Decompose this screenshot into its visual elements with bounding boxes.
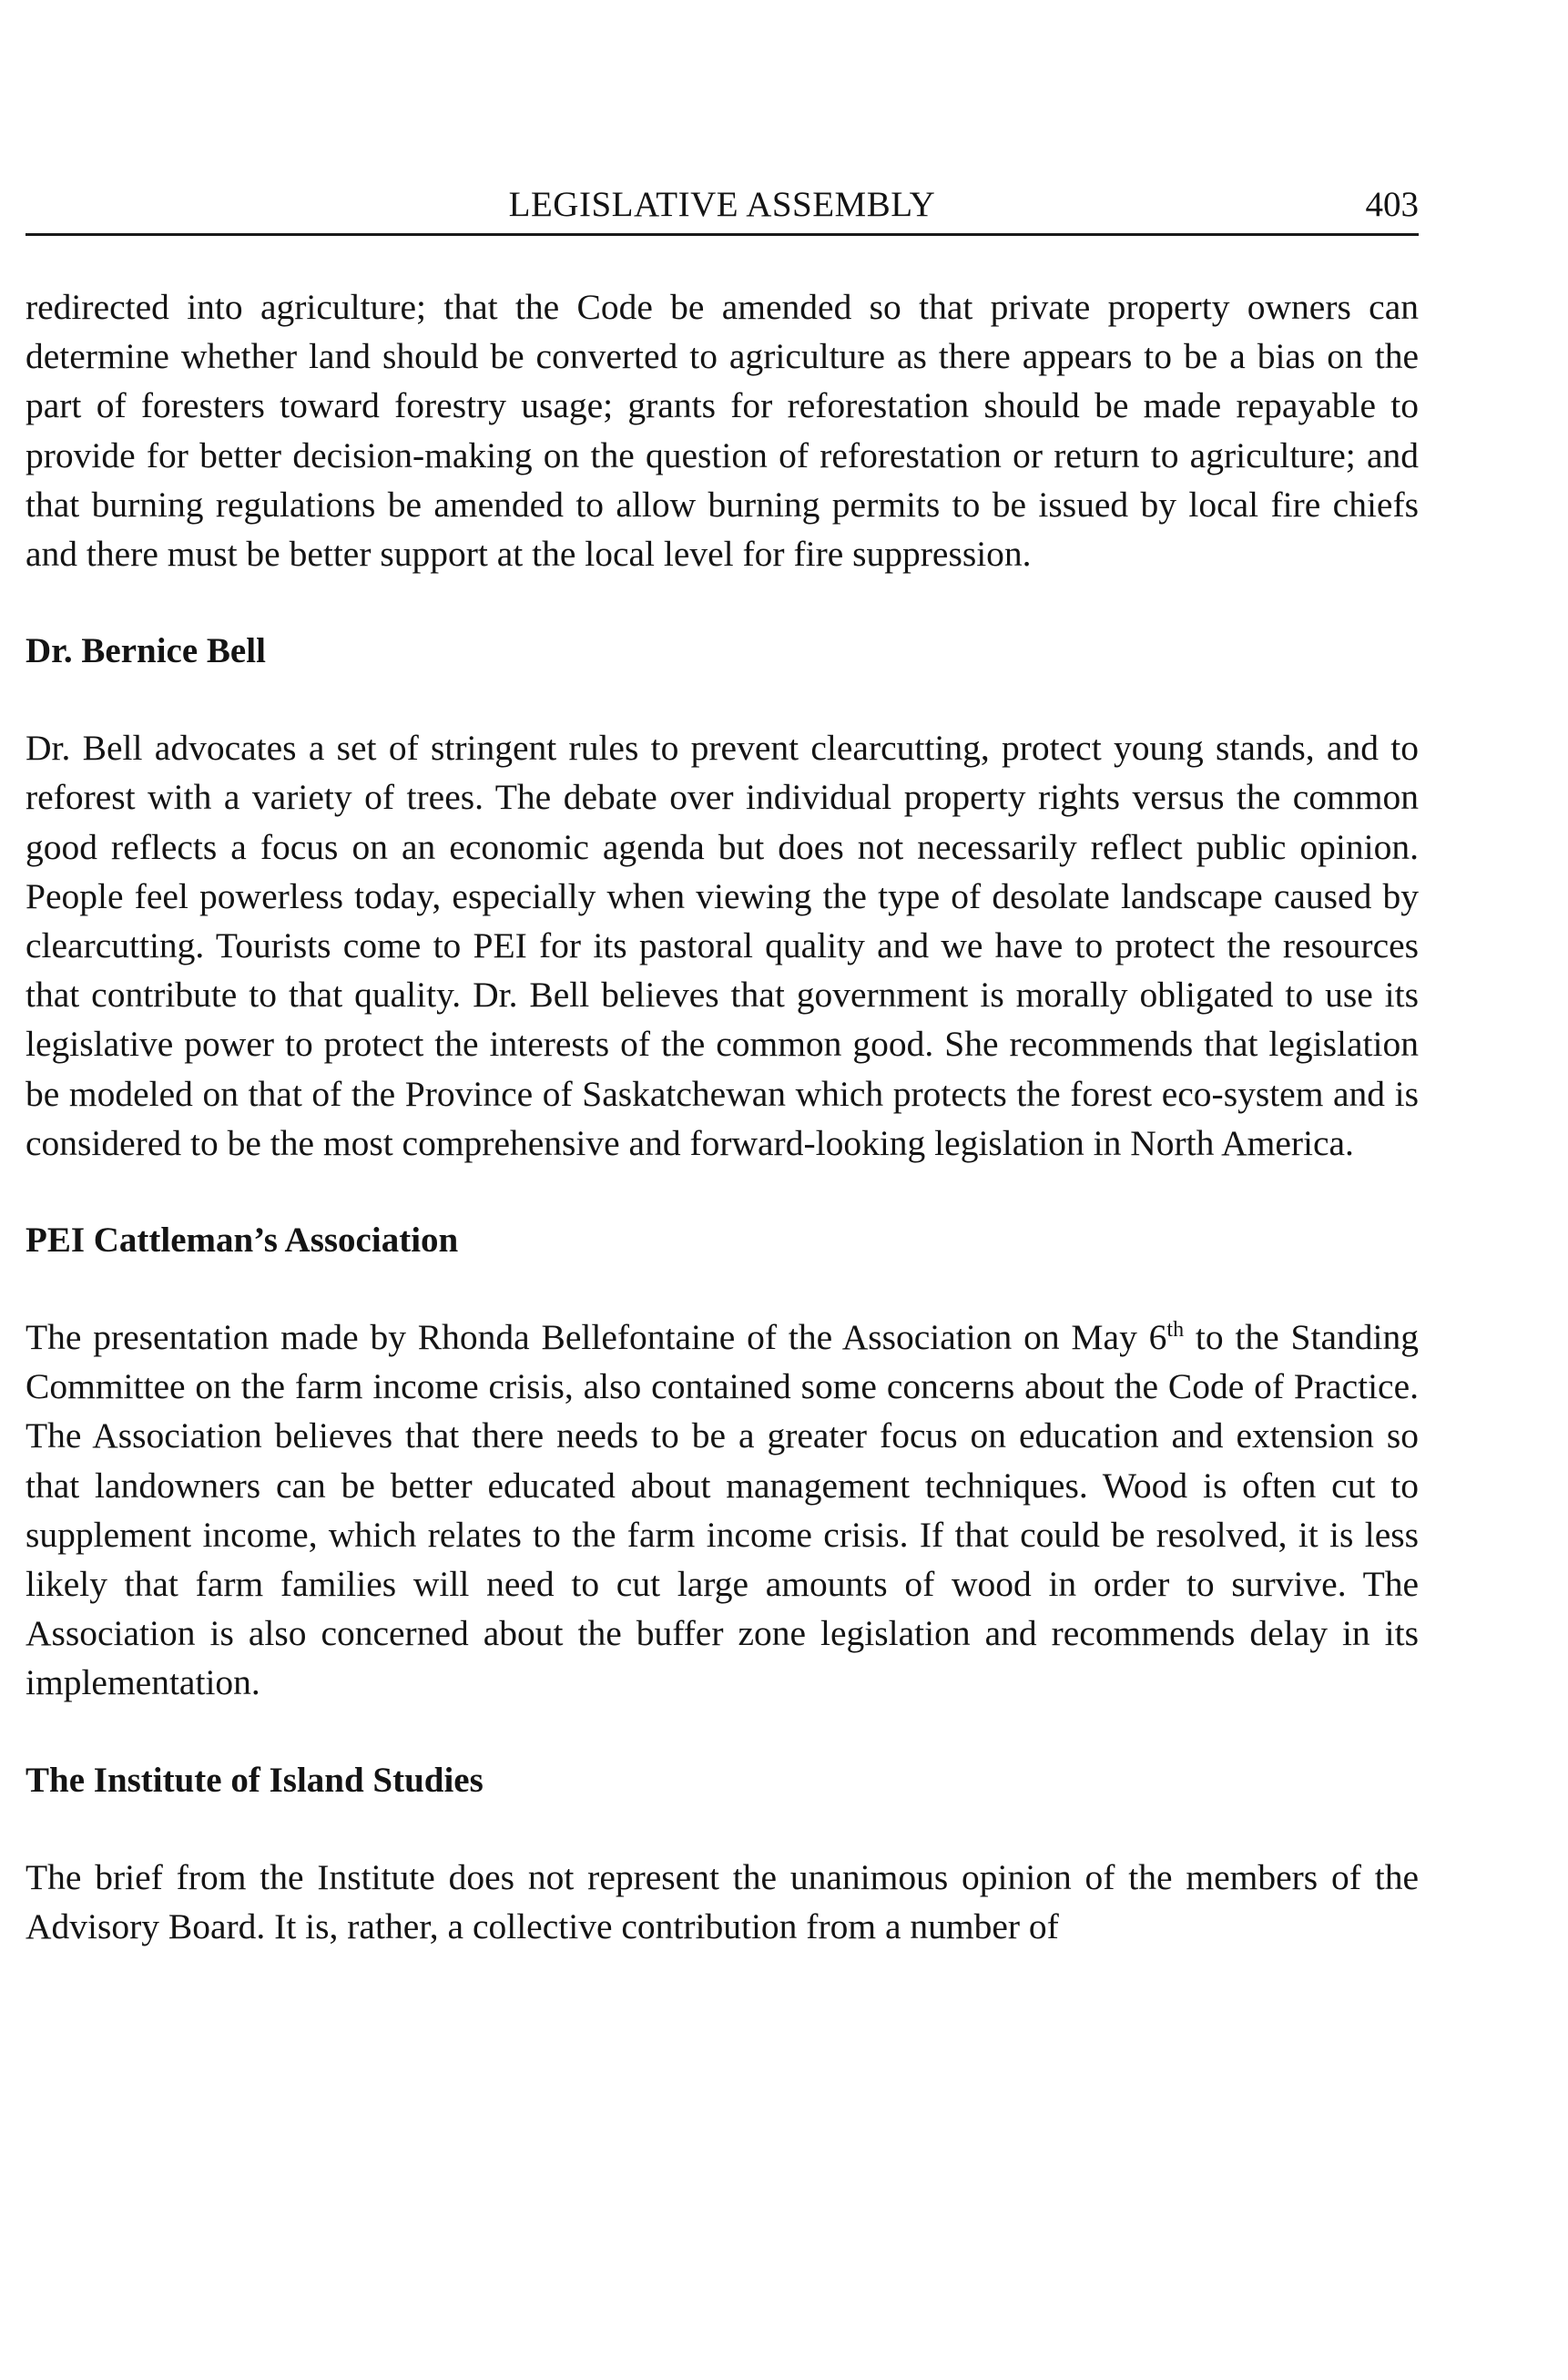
section-body-cattlemans — [25, 1313, 1419, 1708]
intro-paragraph: redirected into agriculture; that the Code be amended so that private property owners can determine whether land should be converted to agriculture as there appears to be a bias on the part of foresters toward forestry usage; grants for reforestation should be made repayable to provide for better decision-making on the question of reforestation or return to agriculture; and that burning regulations be amended to allow burning permits to be issued by local fire chiefs and there must be better support at the local level for fire suppression. — [25, 287, 1419, 575]
page-number: 403 — [1365, 185, 1419, 224]
cattlemans-text-part-2: to the Standing Committee on the farm income crisis, also contained some concerns about the Code of Practice. The Association believes that there needs to be a greater focus on education and extension so that landowners can be better educated about management techniques. Wood is often cut to supplement income, which relates to the farm income crisis. If that could be resolved, it is less likely that farm families will need to cut large amounts of wood in order to survive. The Association is also concerned about the buffer zone legislation and recommends delay in its implementation. — [25, 1317, 1419, 1703]
cattlemans-text-part-1: The presentation made by Rhonda Bellefontaine of the Association on May 6 — [25, 1317, 1167, 1358]
running-header-title: LEGISLATIVE ASSEMBLY — [508, 185, 936, 224]
section-heading-bell: Dr. Bernice Bell — [25, 631, 266, 671]
running-header — [25, 182, 1419, 236]
page-content — [25, 282, 1419, 1951]
section-heading-island-studies: The Institute of Island Studies — [25, 1760, 484, 1800]
section-heading-cattlemans: PEI Cattleman’s Association — [25, 1221, 459, 1261]
ordinal-suffix: th — [1166, 1317, 1185, 1342]
section-body-island-studies: The brief from the Institute does not represent the unanimous opinion of the members of the Advisory Board. It is, rather, a collective contribution from a number of — [25, 1856, 1419, 1946]
section-body-bell: Dr. Bell advocates a set of stringent rules to prevent clearcutting, protect young stands, and to reforest with a variety of trees. The debate over individual property rights versus the common good reflects a focus on an economic agenda but does not necessarily reflect public opinion. People feel powerless today, especially when viewing the type of desolate landscape caused by clearcutting. Tourists come to PEI for its pastoral quality and we have to protect the resources that contribute to that quality. Dr. Bell believes that government is morally obligated to use its legislative power to protect the interests of the common good. She recommends that legislation be modeled on that of the Province of Saskatchewan which protects the forest eco-system and is considered to be the most comprehensive and forward-looking legislation in North America. — [25, 728, 1419, 1163]
